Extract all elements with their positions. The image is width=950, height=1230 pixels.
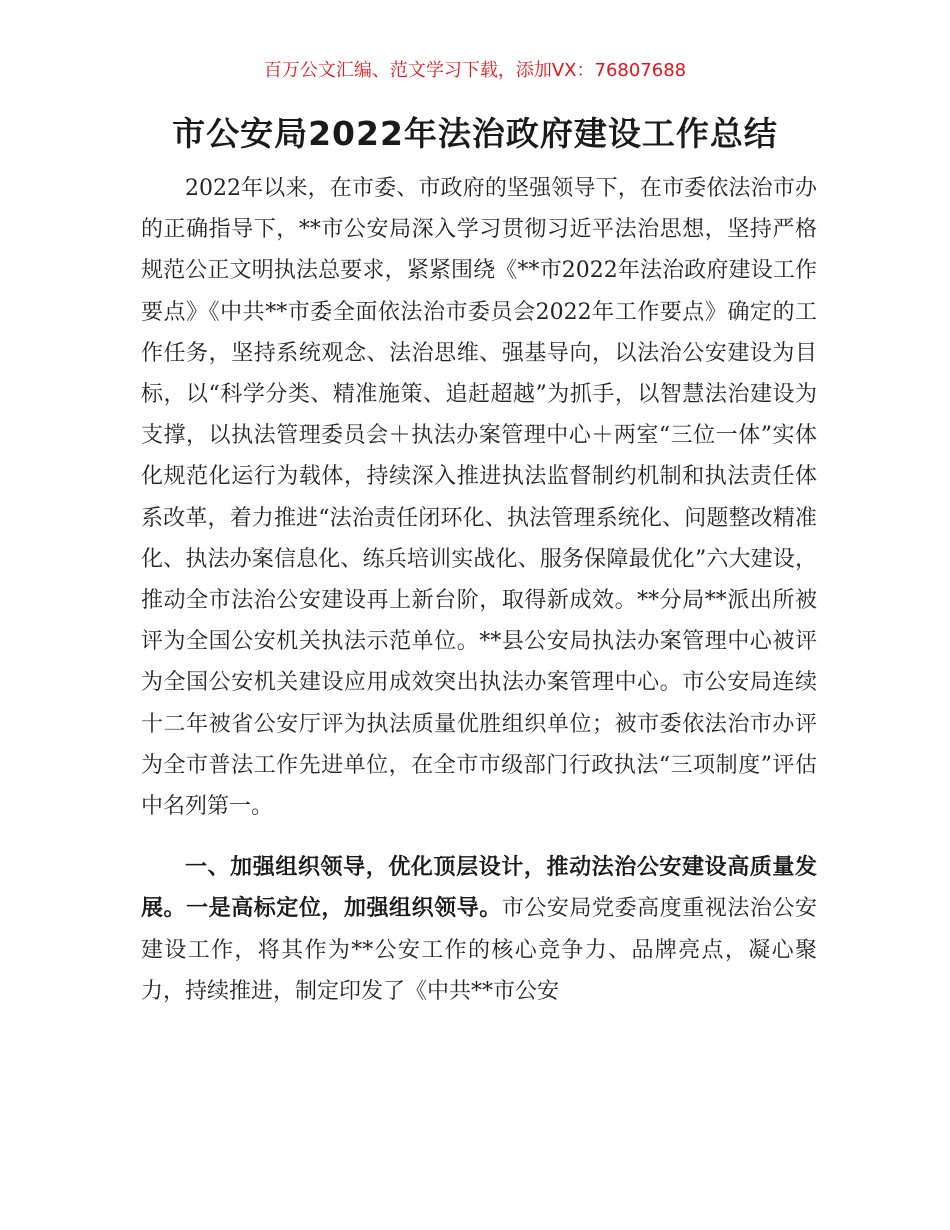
section-1-paragraph: [141, 847, 817, 1012]
watermark-text: 百万公文汇编、范文学习下载，添加VX：76807688: [263, 60, 687, 81]
document-body: [141, 168, 817, 1012]
section-1-heading: 一、加强组织领导，优化顶层设计，推动法治公安建设高质量发展。: [141, 855, 817, 922]
section-1-text: 市公安局党委高度重视法治公安建设工作，将其作为**公安工作的核心竞争力、品牌亮点，凝心聚力，持续推进，制定印发了《中共**市公安: [141, 896, 817, 1004]
intro-paragraph: 2022年以来，在市委、市政府的坚强领导下，在市委依法治市办的正确指导下，**市公安局深入学习贯彻习近平法治思想，坚持严格规范公正文明执法总要求，紧紧围绕《**市2022年法治政府建设工作要点》《中共**市委全面依法治市委员会2022年工作要点》确定的工作任务，坚持系统观念、法治思维、强基导向，以法治公安建设为目标，以“科学分类、精准施策、追赶超越”为抓手，以智慧法治建设为支撑，以执法管理委员会＋执法办案管理中心＋两室“三位一体”实体化规范化运行为载体，持续深入推进执法监督制约机制和执法责任体系改革，着力推进“法治责任闭环化、执法管理系统化、问题整改精准化、执法办案信息化、练兵培训实战化、服务保障最优化”六大建设，推动全市法治公安建设再上新台阶，取得新成效。**分局**派出所被评为全国公安机关执法示范单位。**县公安局执法办案管理中心被评为全国公安机关建设应用成效突出执法办案管理中心。市公安局连续十二年被省公安厅评为执法质量优胜组织单位；被市委依法治市办评为全市普法工作先进单位，在全市市级部门行政执法“三项制度”评估中名列第一。: [141, 176, 817, 820]
document-title: 市公安局2022年法治政府建设工作总结: [172, 114, 778, 153]
section-1-subheading: 一是高标定位，加强组织领导。: [186, 896, 502, 922]
